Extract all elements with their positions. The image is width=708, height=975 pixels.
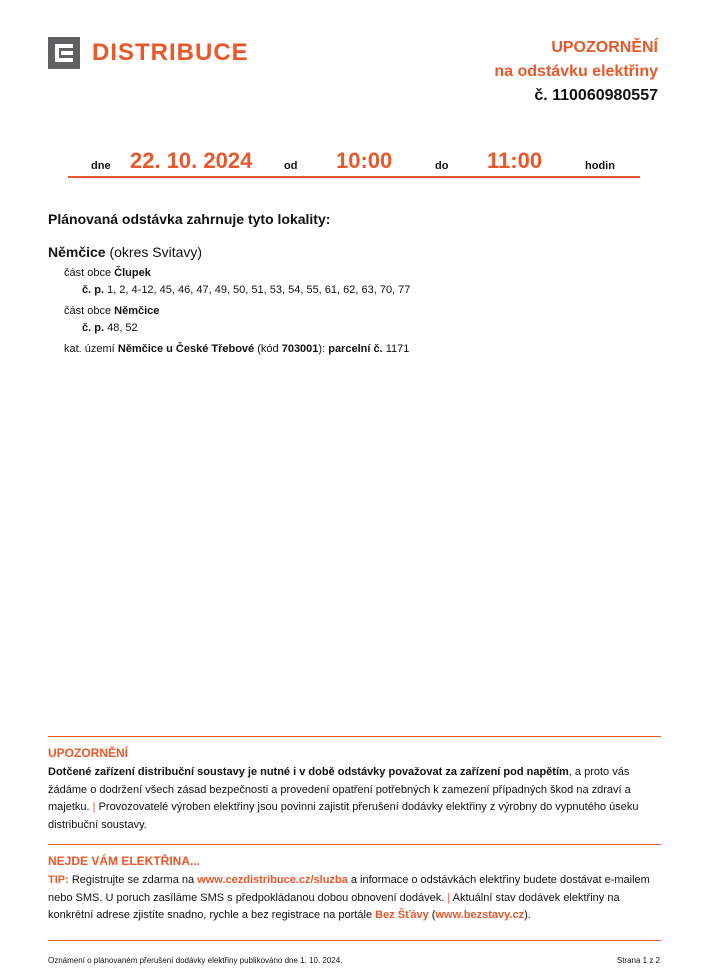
divider	[48, 736, 661, 737]
logo-mark-icon	[48, 37, 80, 69]
localities-heading: Plánovaná odstávka zahrnuje tyto lokality:	[48, 211, 331, 227]
notice-subtitle: na odstávku elektřiny	[494, 63, 658, 80]
outage-start-time: 10:00	[336, 148, 393, 173]
registration-link[interactable]: www.cezdistribuce.cz/sluzba	[197, 874, 348, 886]
hours-label: hodin	[585, 160, 615, 172]
company-logo	[48, 37, 249, 69]
house-numbers: č. p. 1, 2, 4-12, 45, 46, 47, 49, 50, 51, 53, 54, 55, 61, 62, 63, 70, 77	[82, 284, 411, 296]
municipality	[48, 244, 202, 260]
warning-title: UPOZORNĚNÍ	[48, 746, 129, 760]
bezstavy-link[interactable]: www.bezstavy.cz	[435, 909, 525, 921]
locality-part: část obce Člupek	[64, 267, 151, 279]
notice-title: UPOZORNĚNÍ	[551, 39, 658, 56]
to-label: do	[435, 160, 449, 172]
divider	[48, 940, 661, 941]
part-name: Němčice	[114, 305, 160, 317]
logo-text: DISTRIBUCE	[92, 39, 249, 66]
cadastral-area: kat. území Němčice u České Třebové (kód 703001): parcelní č. 1171	[64, 343, 410, 355]
notice-number: č. 110060980557	[534, 87, 658, 104]
publication-note: Oznámení o plánovaném přerušení dodávky elektřiny publikováno dne 1. 10. 2024.	[48, 956, 343, 965]
outage-date: 22. 10. 2024	[130, 148, 253, 173]
outage-end-time: 11:00	[487, 148, 543, 173]
date-label: dne	[91, 160, 111, 172]
warning-text: Dotčené zařízení distribuční soustavy je nutné i v době odstávky považovat za zařízení pod napětím, a proto vás žádáme o dodržení všech zásad bezpečnosti a provedení opatření potřebných k zamezení případných škod na zdraví a majetku. | Provozovatelé výroben elektřiny jsou povinni zajistit přerušení dodávky elektřiny z výrobny do vypnutého úseku distribuční soustavy.	[48, 766, 639, 831]
info-text: TIP: Registrujte se zdarma na www.cezdistribuce.cz/sluzba a informace o odstávkách elektřiny budete dostávat e-mailem nebo SMS. U poruch zasíláme SMS s předpokládanou dobou obnovení dodávek. | Aktuální stav dodávek elektřiny na konkrétní adrese zjistíte snadno, rychle a bez registrace na portále Bez Šťávy (www.bezstavy.cz).	[48, 874, 650, 921]
locality-part: část obce Němčice	[64, 305, 160, 317]
part-name: Člupek	[114, 267, 151, 279]
portal-name: Bez Šťávy	[375, 909, 429, 921]
house-numbers: č. p. 48, 52	[82, 322, 138, 334]
municipality-district: (okres Svitavy)	[109, 244, 203, 260]
outage-schedule	[68, 144, 640, 178]
divider	[48, 844, 661, 845]
from-label: od	[284, 160, 298, 172]
page-number: Strana 1 z 2	[616, 956, 660, 965]
tip-label: TIP:	[48, 874, 69, 886]
info-title: NEJDE VÁM ELEKTŘINA...	[48, 854, 201, 868]
municipality-name: Němčice	[48, 244, 106, 260]
notice-header	[494, 36, 658, 108]
